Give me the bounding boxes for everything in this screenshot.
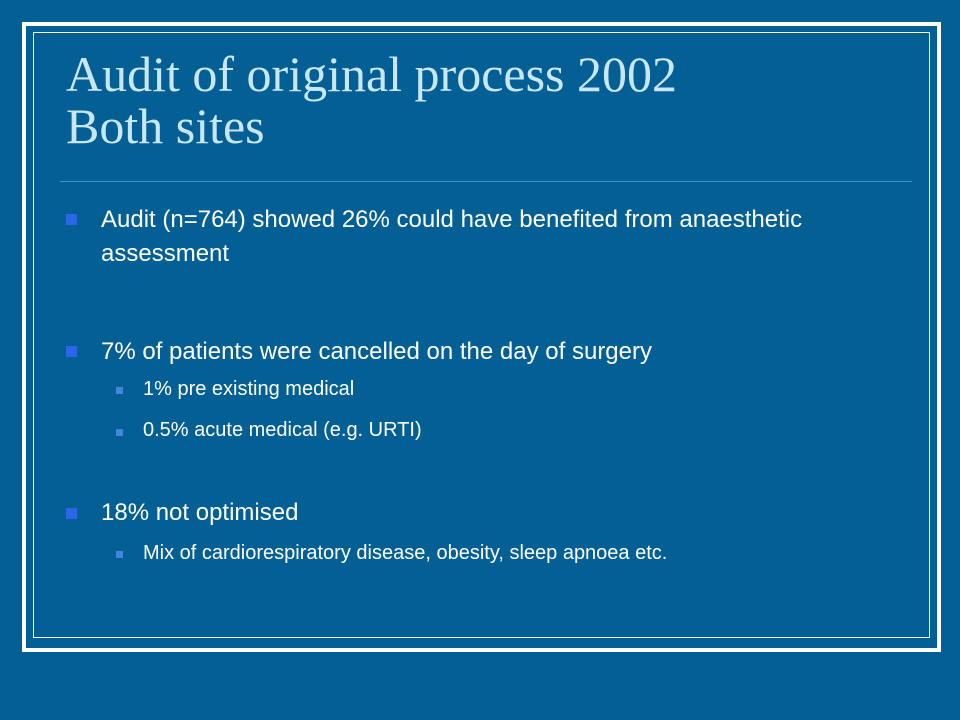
bullet-marker [66, 508, 77, 519]
bullet-marker [66, 346, 77, 357]
bullet-text-cancelled: 7% of patients were cancelled on the day of surgery [101, 338, 652, 365]
sub-bullet-marker [116, 551, 123, 558]
sub-bullet-text-mix: Mix of cardiorespiratory disease, obesity, sleep apnoea etc. [143, 542, 668, 564]
title-line-2: Both sites [66, 98, 265, 154]
slide-title [66, 48, 926, 152]
bullet-text-audit: Audit (n=764) showed 26% could have benefited from anaesthetic assessment [101, 206, 803, 267]
bullet-marker [66, 214, 77, 225]
title-divider [60, 181, 912, 182]
sub-bullet-text-pre-existing: 1% pre existing medical [143, 378, 355, 400]
sub-bullet-marker [116, 387, 123, 394]
title-line-1: Audit of original process 2002 [66, 46, 678, 102]
bullet-text-not-optimised: 18% not optimised [101, 499, 299, 526]
sub-bullet-marker [116, 429, 123, 436]
sub-bullet-text-acute: 0.5% acute medical (e.g. URTI) [143, 419, 422, 441]
